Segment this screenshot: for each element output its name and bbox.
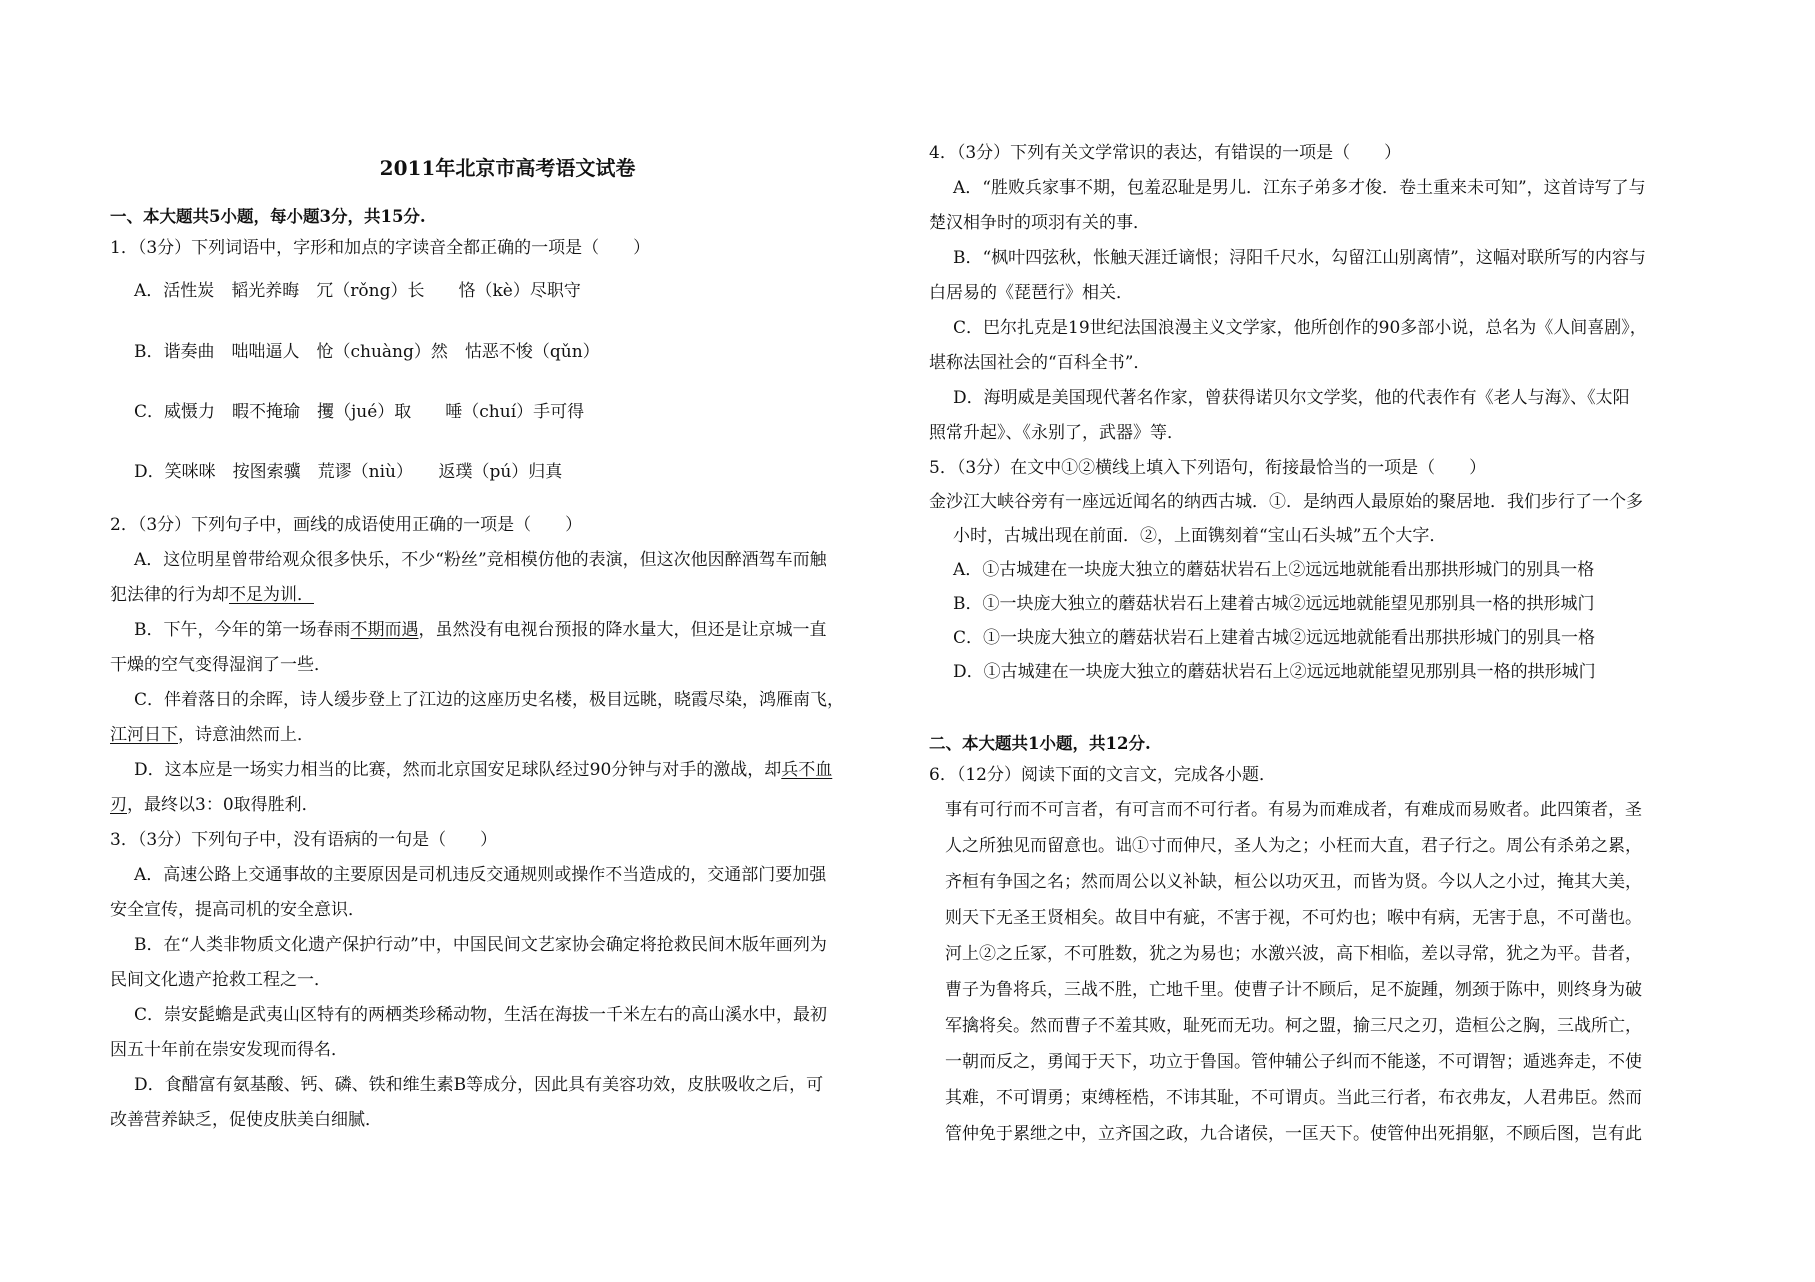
q1-stem: 1．（3分）下列词语中，字形和加点的字读音全都正确的一项是（ ） <box>110 238 651 258</box>
q4-line: 照常升起》、《永别了，武器》等． <box>929 423 1184 443</box>
q2-option-c-line2 <box>110 723 314 747</box>
q3-line: 民间文化遗产抢救工程之一． <box>110 970 331 990</box>
q6-passage-line: 人之所独见而留意也。诎①寸而伸尺，圣人为之；小枉而大直，君子行之。周公有杀弟之累， <box>945 836 1642 856</box>
q3-line: B．在“人类非物质文化遗产保护行动”中，中国民间文艺家协会确定将抢救民间木版年画列为 <box>134 935 827 955</box>
q3-line: A．高速公路上交通事故的主要原因是司机违反交通规则或操作不当造成的，交通部门要加强 <box>134 865 827 885</box>
q6-passage-line: 河上②之丘冢，不可胜数，犹之为易也；水激兴波，高下相临，差以寻常，犹之为平。昔者， <box>945 944 1642 964</box>
q6-passage-line: 军擒将矣。然而曹子不羞其败，耻死而无功。柯之盟，揄三尺之刃，造桓公之胸，三战所亡， <box>945 1016 1642 1036</box>
q2-c-underlined-idiom: 江河日下 <box>110 725 178 745</box>
q4-line: D．海明威是美国现代著名作家，曾获得诺贝尔文学奖，他的代表作有《老人与海》、《太阳 <box>953 388 1630 408</box>
q1-option-b: B．谐奏曲 咄咄逼人 怆（chuàng）然 怙恶不悛（qǔn） <box>134 342 600 362</box>
q1-option-a: A．活性炭 韬光养晦 冗（rǒng）长 恪（kè）尽职守 <box>134 281 581 301</box>
q2-c-text-post: ，诗意油然而上． <box>178 725 314 745</box>
q5-passage-line1: 金沙江大峡谷旁有一座远近闻名的纳西古城．①．是纳西人最原始的聚居地．我们步行了一个多 <box>929 492 1643 512</box>
q2-a-text: 犯法律的行为却 <box>110 585 229 605</box>
q2-d-text-pre: D．这本应是一场实力相当的比赛，然而北京国安足球队经过90分钟与对手的激战，却 <box>134 760 782 780</box>
q2-d-underlined-idiom-1: 兵不血 <box>781 760 833 780</box>
page-title: 2011年北京市高考语文试卷 <box>379 156 636 180</box>
q6-passage-line: 曹子为鲁将兵，三战不胜，亡地千里。使曹子计不顾后，足不旋踵，刎颈于陈中，则终身为破 <box>945 980 1642 1000</box>
q4-line: A．“胜败兵家事不期，包羞忍耻是男儿．江东子弟多才俊．卷土重来未可知”，这首诗写了与 <box>953 178 1646 198</box>
q2-option-d-line1 <box>134 758 832 782</box>
q4-line: 白居易的《琵琶行》相关． <box>929 283 1133 303</box>
q3-line: 安全宣传，提高司机的安全意识． <box>110 900 365 920</box>
q5-option-c: C．①一块庞大独立的蘑菇状岩石上建着古城②远远地就能看出那拱形城门的别具一格 <box>953 628 1596 648</box>
q6-passage-line: 管仲免于累绁之中，立齐国之政，九合诸侯，一匡天下。使管仲出死捐躯，不顾后图，岂有此 <box>945 1124 1642 1144</box>
q4-stem: 4．（3分）下列有关文学常识的表达，有错误的一项是（ ） <box>929 143 1402 163</box>
q5-stem: 5．（3分）在文中①②横线上填入下列语句，衔接最恰当的一项是（ ） <box>929 458 1487 478</box>
q2-a-underlined-idiom: 不足为训． <box>229 585 314 605</box>
q6-stem: 6．（12分）阅读下面的文言文，完成各小题． <box>929 765 1276 785</box>
q6-passage-line: 则天下无圣王贤相矣。故目中有疵，不害于视，不可灼也；喉中有病，无害于息，不可凿也。 <box>945 908 1642 928</box>
q2-d-text-post: ，最终以3：0取得胜利． <box>127 795 319 815</box>
q6-passage-line: 一朝而反之，勇闻于天下，功立于鲁国。管仲辅公子纠而不能遂，不可谓智；遁逃奔走，不使 <box>945 1052 1642 1072</box>
q2-option-a-line2 <box>110 583 314 607</box>
q3-line: D．食醋富有氨基酸、钙、磷、铁和维生素B等成分，因此具有美容功效，皮肤吸收之后，可 <box>134 1075 824 1095</box>
q4-line: 楚汉相争时的项羽有关的事． <box>929 213 1150 233</box>
section-heading-2: 二、本大题共1小题，共12分. <box>929 734 1151 753</box>
q1-option-c: C．威慑力 暇不掩瑜 攫（jué）取 唾（chuí）手可得 <box>134 402 585 422</box>
q6-passage-line: 齐桓有争国之名；然而周公以义补缺，桓公以功灭丑，而皆为贤。今以人之小过，掩其大美， <box>945 872 1642 892</box>
q3-line: C．崇安髭蟾是武夷山区特有的两栖类珍稀动物，生活在海拔一千米左右的高山溪水中，最初 <box>134 1005 828 1025</box>
q2-option-d-line2 <box>110 793 319 817</box>
q6-passage-line: 事有可行而不可言者，有可言而不可行者。有易为而难成者，有难成而易败者。此四策者，圣 <box>945 800 1642 820</box>
q2-option-a-line1: A．这位明星曾带给观众很多快乐，不少“粉丝”竞相模仿他的表演，但这次他因醉酒驾车而触 <box>134 550 827 570</box>
q2-b-text-pre: B．下午，今年的第一场春雨 <box>134 620 351 640</box>
section-heading-1: 一、本大题共5小题，每小题3分，共15分. <box>110 207 426 226</box>
q3-line: 改善营养缺乏，促使皮肤美白细腻． <box>110 1110 382 1130</box>
q4-line: B．“枫叶四弦秋，怅触天涯迁谪恨；浔阳千尺水，勾留江山别离情”，这幅对联所写的内容与 <box>953 248 1646 268</box>
q1-option-d: D．笑咪咪 按图索骥 荒谬（niù） 返璞（pú）归真 <box>134 462 563 482</box>
q2-option-b-line1 <box>134 618 827 642</box>
q4-line: 堪称法国社会的“百科全书”． <box>929 353 1151 373</box>
q5-option-d: D．①古城建在一块庞大独立的蘑菇状岩石上②远远地就能望见那别具一格的拱形城门 <box>953 662 1596 682</box>
q2-d-underlined-idiom-2: 刃 <box>110 795 127 815</box>
q5-passage-line2: 小时，古城出现在前面．②，上面镌刻着“宝山石头城”五个大字． <box>953 526 1447 546</box>
q5-option-a: A．①古城建在一块庞大独立的蘑菇状岩石上②远远地就能看出那拱形城门的别具一格 <box>953 560 1595 580</box>
q2-stem: 2．（3分）下列句子中，画线的成语使用正确的一项是（ ） <box>110 515 583 535</box>
q2-option-c-line1: C．伴着落日的余晖，诗人缓步登上了江边的这座历史名楼，极目远眺，晓霞尽染，鸿雁南飞， <box>134 690 845 710</box>
q3-line: 因五十年前在崇安发现而得名． <box>110 1040 348 1060</box>
q2-option-b-line2: 干燥的空气变得湿润了一些． <box>110 655 331 675</box>
q3-stem: 3．（3分）下列句子中，没有语病的一句是（ ） <box>110 830 498 850</box>
q2-b-text-post: ，虽然没有电视台预报的降水量大，但还是让京城一直 <box>418 620 827 640</box>
q2-b-underlined-idiom: 不期而遇 <box>350 620 419 640</box>
q5-option-b: B．①一块庞大独立的蘑菇状岩石上建着古城②远远地就能望见那别具一格的拱形城门 <box>953 594 1595 614</box>
q4-line: C．巴尔扎克是19世纪法国浪漫主义文学家，他所创作的90多部小说，总名为《人间喜剧》， <box>953 318 1647 338</box>
q6-passage-line: 其难，不可谓勇；束缚桎梏，不讳其耻，不可谓贞。当此三行者，布衣弗友，人君弗臣。然而 <box>945 1088 1642 1108</box>
